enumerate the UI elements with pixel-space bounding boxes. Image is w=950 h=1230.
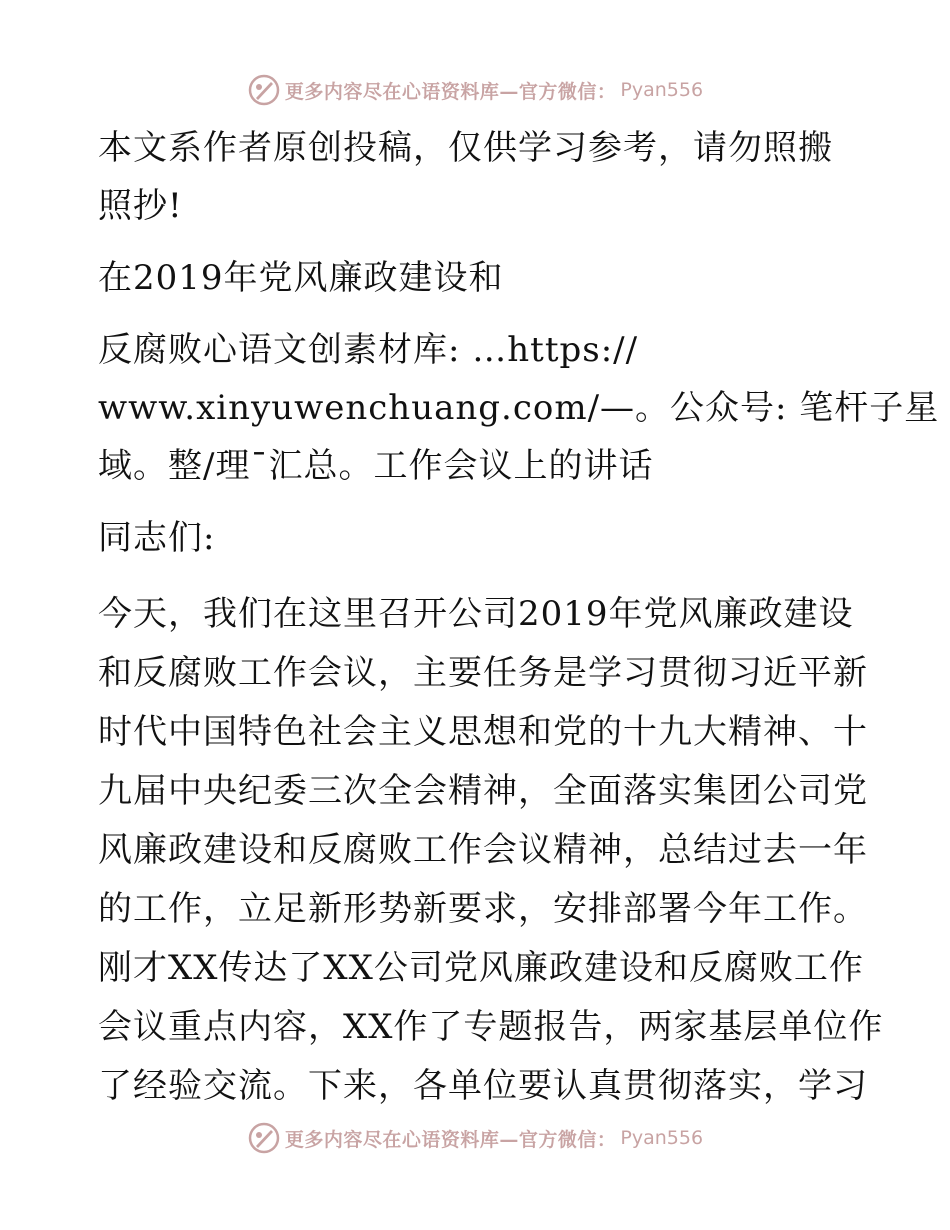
body-line-16: 了经验交流。下来，各单位要认真贯彻落实，学习 — [98, 1066, 868, 1106]
body-line-6: 域。整/理¯汇总。工作会议上的讲话 — [98, 446, 654, 486]
quill-logo-icon — [247, 1121, 281, 1155]
quill-logo-icon — [247, 73, 281, 107]
body-line-11: 九届中央纪委三次全会精神，全面落实集团公司党 — [98, 771, 868, 811]
body-line-8: 今天，我们在这里召开公司2019年党风廉政建设 — [98, 594, 854, 634]
header-banner-text: 更多内容尽在心语资料库—官方微信： — [284, 80, 617, 103]
body-line-13: 的工作，立足新形势新要求，安排部署今年工作。 — [98, 889, 868, 929]
body-line-15: 会议重点内容，XX作了专题报告，两家基层单位作 — [98, 1007, 884, 1047]
body-line-9: 和反腐败工作会议，主要任务是学习贯彻习近平新 — [98, 653, 868, 693]
header-banner-handle: Pyan556 — [620, 79, 704, 101]
body-line-4: 反腐败心语文创素材库: …https:// — [98, 330, 639, 370]
body-line-2: 照抄! — [98, 186, 183, 226]
body-line-14: 刚才XX传达了XX公司党风廉政建设和反腐败工作 — [98, 948, 864, 988]
body-line-7: 同志们: — [98, 518, 216, 558]
body-line-12: 风廉政建设和反腐败工作会议精神，总结过去一年 — [98, 830, 868, 870]
footer-watermark-banner — [0, 1118, 950, 1158]
footer-banner-handle: Pyan556 — [620, 1127, 704, 1149]
body-line-5: www.xinyuwenchuang.com/—。公众号: 笔杆子星 — [98, 388, 940, 428]
footer-banner-text: 更多内容尽在心语资料库—官方微信： — [284, 1128, 617, 1151]
body-line-1: 本文系作者原创投稿，仅供学习参考，请勿照搬 — [98, 128, 833, 168]
body-line-3: 在2019年党风廉政建设和 — [98, 258, 504, 298]
header-watermark-banner — [0, 70, 950, 110]
body-line-10: 时代中国特色社会主义思想和党的十九大精神、十 — [98, 712, 868, 752]
